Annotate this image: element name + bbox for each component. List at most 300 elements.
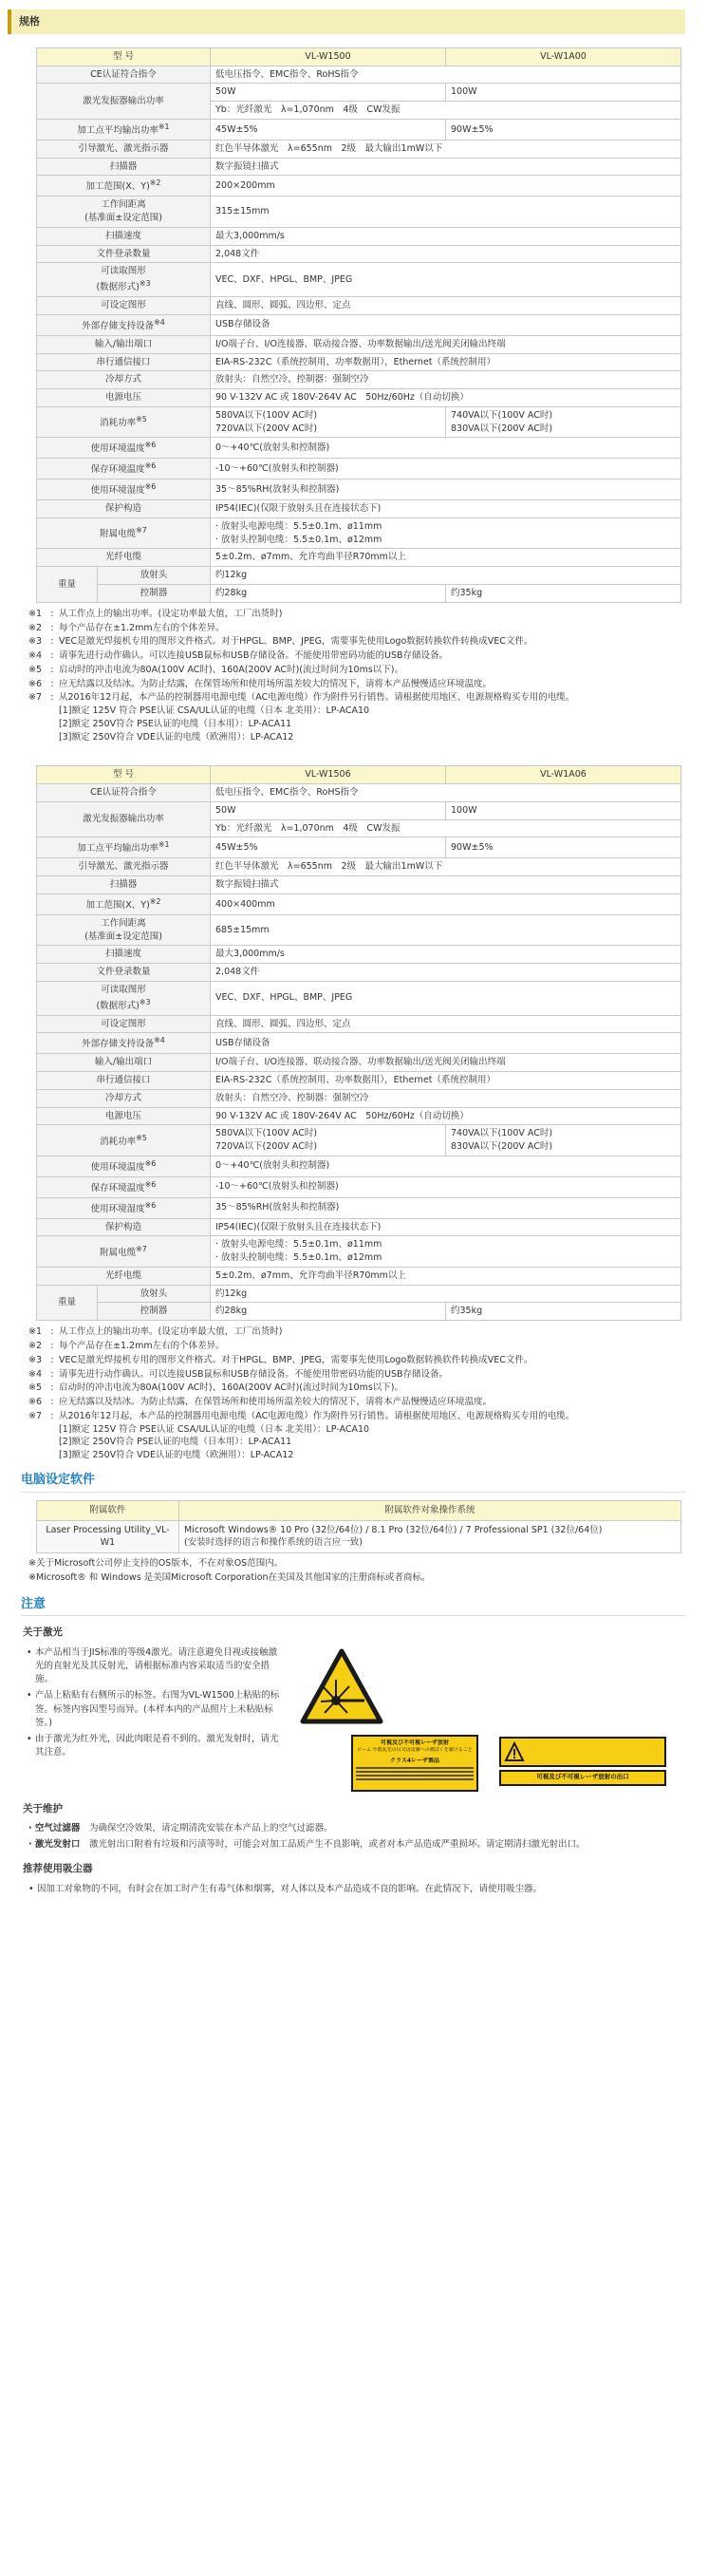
list-item: • 因加工对象物的不同，有时会在加工时产生有毒气体和烟雾，对人体以及本产品造成不良的影响。在此情况下，请使用吸尘器。	[28, 1883, 683, 1896]
spec-table-2	[36, 765, 681, 1321]
cell-value: 直线、圆形、圆弧、四边形、定点	[211, 1015, 681, 1033]
row-label	[37, 459, 211, 479]
cable-option: [2]额定 250V符合 PSE认证的电缆（日本用）：LP-ACA11	[59, 718, 292, 729]
laser-warning-icon	[300, 1648, 383, 1724]
label-text: 保存环境温度	[90, 1182, 145, 1194]
table-row	[37, 1267, 681, 1285]
cable-option: [1]额定 125V 符合 PSE认证 CSA/UL认证的电缆（日本 北美用）：LP-ACA10	[59, 1423, 370, 1435]
row-label: 引导激光、激光指示器	[37, 140, 211, 158]
row-label: 串行通信接口	[37, 1072, 211, 1090]
cell-value: 50W	[211, 84, 446, 102]
table-row	[37, 47, 681, 66]
footnote-text	[59, 691, 683, 743]
cell-value: 放射头：自然空冷、控制器：强制空冷	[211, 1089, 681, 1107]
cell-value: VEC、DXF、HPGL、BMP、JPEG	[211, 981, 681, 1015]
label-line: (基准面±设定范围)	[84, 931, 162, 942]
table-row	[37, 1520, 681, 1553]
table-row	[37, 876, 681, 894]
cell-value: 50W	[211, 801, 446, 819]
laser-class-label	[351, 1735, 478, 1792]
footnote: ※7 : 从2016年12月起，本产品的控制器用电源电缆（AC电源电缆）作为附件另行销售。请根据使用地区、电源规格购买专用的电缆。 [1]额定 125V 符合 PSE认证 CSA/UL认证的电缆（日本 北美用）：LP-ACA10 [2]额定 250V符合 PSE认证的电缆（日本用）：LP-ACA11 [3]额定 250V符合 VDE认证的电缆（欧洲用）：LP-ACA12	[28, 1410, 683, 1462]
list-item: • 产品上粘贴有右侧所示的标签。右图为VL-W1500上粘贴的标签。标签内容因型号而异。(本样本内的产品照片上未粘贴标签。)	[27, 1689, 281, 1730]
footnote-mark: ※5	[28, 664, 43, 675]
column-header: 附属软件对象操作系统	[179, 1500, 681, 1520]
label-line	[42, 278, 205, 294]
model-header-label: 型 号	[37, 766, 211, 784]
row-label: 输入/输出端口	[37, 335, 211, 353]
note-mark: ※6	[144, 1158, 157, 1168]
table-row	[37, 1125, 681, 1156]
row-label: 可设定图形	[37, 297, 211, 315]
row-label	[37, 176, 211, 197]
label-text: 消耗功率	[100, 418, 137, 429]
trademark-note: ※Microsoft® 和 Windows 是美国Microsoft Corporation在美国及其他国家的注册商标或者商标。	[28, 1571, 431, 1583]
footnote-mark: ※6	[28, 678, 43, 689]
model-name-2: VL-W1A00	[446, 47, 681, 66]
table-row	[37, 784, 681, 802]
label-text: 消耗功率	[100, 1136, 137, 1147]
row-label	[37, 893, 211, 914]
label-title: 可視及び不可視レーザ放射	[380, 1739, 449, 1746]
maintenance-item	[28, 1822, 693, 1835]
cell-value: 低电压指令、EMC指令、RoHS指令	[211, 66, 681, 84]
cell-value	[211, 406, 446, 438]
cell-value: 5±0.2m、ø7mm、允许弯曲半径R70mm以上	[211, 549, 681, 567]
cell-value: 5±0.2m、ø7mm、允许弯曲半径R70mm以上	[211, 1267, 681, 1285]
value-line: 830VA以下(200V AC时)	[451, 1141, 553, 1153]
software-table	[36, 1500, 681, 1553]
cell-value: 约28kg	[211, 585, 446, 603]
note-mark: ※1	[158, 122, 170, 131]
cell-value: -10～+60℃(放射头和控制器)	[211, 459, 681, 479]
note-mark: ※6	[144, 1179, 157, 1189]
footnote-mark: ※2	[28, 1341, 43, 1352]
footnote: ※4 : 请事先进行动作确认。可以连接USB鼠标和USB存储设备。不能使用带密码功能的USB存储设备。	[28, 649, 683, 663]
os-note: (安装时选择的语言和操作系统的语言应一致)	[184, 1537, 363, 1549]
footnote: ※3 : VEC是激光焊接机专用的图形文件格式。对于HPGL、BMP、JPEG，需要事先使用Logo数据转换软件转换成VEC文件。	[28, 1354, 683, 1367]
list-item: • 本产品相当于JIS标准的等级4激光。请注意避免目视或接触激光的直射光及其反射光，请根据标准内容采取适当的安全措施。	[27, 1646, 281, 1687]
footnote: ※1 : 从工作点上的输出功率。(设定功率最大值，工厂出货时)	[28, 608, 683, 621]
table-row	[37, 1072, 681, 1090]
cable-option: [1]额定 125V 符合 PSE认证 CSA/UL认证的电缆（日本 北美用）：LP-ACA10	[59, 705, 370, 717]
laser-info-label	[499, 1737, 666, 1767]
footnote-text: 启动时的冲击电流为80A(100V AC时)、160A(200V AC时)(流过时间为10ms以下)。	[59, 1382, 403, 1394]
value-line: · 放射头控制电缆：5.5±0.1m、ø12mm	[215, 534, 382, 545]
cell-value: 90 V-132V AC 或 180V-264V AC 50Hz/60Hz（自动切换）	[211, 1107, 681, 1125]
row-label: 文件登录数量	[37, 245, 211, 263]
cell-value: 2,048文件	[211, 964, 681, 982]
footnote-text: VEC是激光焊接机专用的图形文件格式。对于HPGL、BMP、JPEG，需要事先使用Logo数据转换软件转换成VEC文件。	[59, 636, 533, 648]
row-label	[37, 120, 211, 141]
section-title: 规格	[8, 9, 685, 34]
table-row	[37, 120, 681, 141]
table-row	[37, 964, 681, 982]
model-name-1: VL-W1506	[211, 766, 446, 784]
value-line: 830VA以下(200V AC时)	[451, 423, 553, 434]
cell-value: 35～85%RH(放射头和控制器)	[211, 1197, 681, 1218]
cell-value	[211, 517, 681, 549]
table-row	[37, 914, 681, 946]
label-line: 工作间距离	[101, 917, 146, 929]
maintenance-term: · 激光发射口	[28, 1838, 89, 1852]
cell-value: 400×400mm	[211, 893, 681, 914]
table-row	[37, 1218, 681, 1236]
row-label: 重量	[37, 1285, 98, 1321]
model-header-label: 型 号	[37, 47, 211, 66]
cell-value: IP54(IEC)(仅限于放射头且在连接状态下)	[211, 1218, 681, 1236]
footnote: ※4 : 请事先进行动作确认。可以连接USB鼠标和USB存储设备。不能使用带密码功能的USB存储设备。	[28, 1368, 683, 1382]
note-mark: ※5	[136, 1133, 147, 1142]
footnote-text	[59, 1410, 683, 1462]
table-row	[37, 353, 681, 371]
value-line: 720VA以下(200V AC时)	[215, 1141, 318, 1153]
row-label: 保护构造	[37, 1218, 211, 1236]
label-line: ビーム や散乱光の目又は皮膚への被ばくを避けること	[357, 1747, 473, 1754]
footnote-text: 请事先进行动作确认。可以连接USB鼠标和USB存储设备。不能使用带密码功能的USB存储设备。	[59, 1368, 449, 1380]
cell-value: 最大3,000mm/s	[211, 227, 681, 245]
table-row	[37, 263, 681, 297]
row-sublabel: 放射头	[98, 567, 211, 585]
note-mark: ※4	[154, 317, 165, 327]
row-label: 冷却方式	[37, 371, 211, 389]
table-row	[37, 84, 681, 102]
value-line: 740VA以下(100V AC时)	[451, 409, 553, 421]
row-label: 电源电压	[37, 389, 211, 407]
table-row	[37, 297, 681, 315]
maintenance-item	[28, 1838, 693, 1852]
column-header: 附属软件	[37, 1500, 179, 1520]
value-line: · 放射头控制电缆：5.5±0.1m、ø12mm	[215, 1252, 382, 1264]
aperture-text: 可視及び不可視レーザ放射の出口	[536, 1772, 629, 1780]
cell-value: 约12kg	[211, 567, 681, 585]
row-label	[37, 1176, 211, 1197]
row-label: 电源电压	[37, 1107, 211, 1125]
cell-value: 约12kg	[211, 1285, 681, 1303]
row-label	[37, 1156, 211, 1176]
table-row	[37, 1033, 681, 1054]
cell-value: EIA-RS-232C（系统控制用、功率数据用），Ethernet（系统控制用）	[211, 353, 681, 371]
cell-value	[446, 1125, 681, 1156]
label-line: 可读取图形	[101, 984, 146, 995]
cell-value: 315±15mm	[211, 197, 681, 228]
row-label	[37, 1236, 211, 1268]
software-os	[179, 1520, 681, 1553]
cell-value: 90 V-132V AC 或 180V-264V AC 50Hz/60Hz（自动切换）	[211, 389, 681, 407]
note-mark: ※6	[144, 461, 157, 471]
footnote-mark: ※6	[28, 1397, 43, 1408]
table-row	[37, 1015, 681, 1033]
footnote: ※6 : 应无结露以及结冰。为防止结露，在保管场所和使用场所温差较大的情况下，请将本产品慢慢适应环境温度。	[28, 678, 683, 691]
footnote-body: 从2016年12月起，本产品的控制器用电源电缆（AC电源电缆）作为附件另行销售。请根据使用地区、电源规格购买专用的电缆。	[59, 1410, 575, 1421]
note-mark: ※3	[139, 997, 151, 1006]
footnote: ※5 : 启动时的冲击电流为80A(100V AC时)、160A(200V AC时)(流过时间为10ms以下)。	[28, 1382, 683, 1395]
row-label: 扫描速度	[37, 227, 211, 245]
table-row	[37, 227, 681, 245]
table-row	[37, 1500, 681, 1520]
cell-value: 100W	[446, 84, 681, 102]
cell-value: Yb：光纤激光 λ=1,070nm 4级 CW发振	[211, 102, 681, 120]
note-mark: ※2	[149, 896, 161, 906]
table-row	[37, 549, 681, 567]
cell-value: VEC、DXF、HPGL、BMP、JPEG	[211, 263, 681, 297]
cell-value: 2,048文件	[211, 245, 681, 263]
cable-option: [3]额定 250V符合 VDE认证的电缆（欧洲用）：LP-ACA12	[59, 731, 294, 743]
table-row	[37, 981, 681, 1015]
note-mark: ※7	[136, 1244, 147, 1253]
footnote: ※2 : 每个产品存在±1.2mm左右的个体差异。	[28, 622, 683, 635]
footnote-mark: ※5	[28, 1382, 43, 1394]
cell-value	[211, 1125, 446, 1156]
laser-labels-image	[281, 1646, 687, 1789]
row-label	[37, 981, 211, 1015]
label-text: 使用环境温度	[90, 443, 145, 455]
cell-value: 直线、圆形、圆弧、四边形、定点	[211, 297, 681, 315]
table-row	[37, 1236, 681, 1268]
note-mark: ※6	[144, 441, 157, 450]
label-line: 可读取图形	[101, 266, 146, 277]
label-text: 使用环境湿度	[90, 485, 145, 497]
row-label	[37, 1125, 211, 1156]
row-label: 激光发振器输出功率	[37, 801, 211, 837]
footnote-mark: ※1	[28, 1326, 43, 1338]
table-row	[37, 946, 681, 964]
software-footnote: ※关于Microsoft公司停止支持的OS版本，不在对象OS范围内。	[28, 1558, 284, 1570]
row-label: 输入/输出端口	[37, 1054, 211, 1072]
row-label: 保护构造	[37, 500, 211, 518]
cell-value	[211, 1236, 681, 1268]
maintenance-desc: 激光射出口附着有垃圾和污渍等时，可能会对加工品质产生不良影响，或者对本产品造成严重损坏。请定期清扫激光射出口。	[89, 1838, 586, 1850]
note-mark: ※6	[144, 1200, 157, 1210]
table-row	[37, 766, 681, 784]
cell-value: 35～85%RH(放射头和控制器)	[211, 479, 681, 500]
footnote-text: 从工作点上的输出功率。(设定功率最大值，工厂出货时)	[59, 608, 283, 619]
table-row	[37, 459, 681, 479]
cell-value: EIA-RS-232C（系统控制用、功率数据用），Ethernet（系统控制用）	[211, 1072, 681, 1090]
table-row	[37, 245, 681, 263]
value-line: 720VA以下(200V AC时)	[215, 423, 318, 434]
row-label	[37, 1033, 211, 1054]
value-line: 580VA以下(100V AC时)	[215, 1128, 318, 1139]
table-row	[37, 1303, 681, 1321]
label-text: (数据形式)	[96, 1000, 140, 1011]
footnote-text: 每个产品存在±1.2mm左右的个体差异。	[59, 622, 225, 633]
table-row	[37, 1054, 681, 1072]
row-label	[37, 837, 211, 858]
cell-value: 685±15mm	[211, 914, 681, 946]
label-text: 加工点平均输出功率	[77, 843, 158, 855]
label-text: 加工范围(X、Y)	[85, 181, 150, 193]
row-label	[37, 263, 211, 297]
table-row	[37, 1107, 681, 1125]
row-label	[37, 406, 211, 438]
table-row	[37, 438, 681, 459]
cable-option: [3]额定 250V符合 VDE认证的电缆（欧洲用）：LP-ACA12	[59, 1450, 294, 1461]
label-text: 外部存储支持设备	[82, 321, 155, 332]
cell-value: 约28kg	[211, 1303, 446, 1321]
row-label: 扫描速度	[37, 946, 211, 964]
cell-value: USB存储设备	[211, 314, 681, 335]
cell-value: 红色半导体激光 λ=655nm 2级 最大输出1mW以下	[211, 858, 681, 876]
row-label: 冷却方式	[37, 1089, 211, 1107]
maintenance-term: · 空气过滤器	[28, 1822, 89, 1835]
note-mark: ※6	[144, 482, 157, 492]
footnotes-1	[28, 608, 683, 744]
footnote-text: 启动时的冲击电流为80A(100V AC时)、160A(200V AC时)(流过时间为10ms以下)。	[59, 664, 403, 675]
footnote: ※2 : 每个产品存在±1.2mm左右的个体差异。	[28, 1340, 683, 1353]
label-text: 加工范围(X、Y)	[85, 900, 150, 912]
footnote: ※5 : 启动时的冲击电流为80A(100V AC时)、160A(200V AC时)(流过时间为10ms以下)。	[28, 664, 683, 677]
table-row	[37, 567, 681, 585]
footnote-text: 请事先进行动作确认。可以连接USB鼠标和USB存储设备。不能使用带密码功能的USB存储设备。	[59, 650, 449, 662]
row-label: CE认证符合指令	[37, 66, 211, 84]
laser-section	[23, 1646, 687, 1789]
table-row	[37, 1156, 681, 1176]
row-sublabel: 放射头	[98, 1285, 211, 1303]
footnote: ※1 : 从工作点上的输出功率。(设定功率最大值，工厂出货时)	[28, 1326, 683, 1339]
row-label	[37, 314, 211, 335]
cell-value: 红色半导体激光 λ=655nm 2级 最大输出1mW以下	[211, 140, 681, 158]
row-label: 文件登录数量	[37, 964, 211, 982]
cell-value: I/O端子台、I/O连接器、联动接合器、功率数据输出/送光阀关闭输出终端	[211, 1054, 681, 1072]
cell-value: 45W±5%	[211, 120, 446, 141]
footnotes-2	[28, 1326, 683, 1462]
table-row	[37, 893, 681, 914]
software-name: Laser Processing Utility_VL-W1	[37, 1520, 179, 1553]
cell-value: USB存储设备	[211, 1033, 681, 1054]
table-row	[37, 517, 681, 549]
caution-heading: 注意	[21, 1596, 685, 1617]
cell-value: 100W	[446, 801, 681, 819]
maintenance-desc: 为确保空冷效果，请定期清洗安装在本产品上的空气过滤器。	[89, 1822, 333, 1833]
label-line	[42, 997, 205, 1013]
table-row	[37, 585, 681, 603]
table-row	[37, 371, 681, 389]
footnote-text: 应无结露以及结冰。为防止结露，在保管场所和使用场所温差较大的情况下，请将本产品慢慢适应环境温度。	[59, 1397, 493, 1408]
cell-value: IP54(IEC)(仅限于放射头且在连接状态下)	[211, 500, 681, 518]
cell-value: Yb：光纤激光 λ=1,070nm 4级 CW发振	[211, 819, 681, 837]
row-label: 扫描器	[37, 876, 211, 894]
cell-value: 数字振镜扫描式	[211, 876, 681, 894]
table-row	[37, 176, 681, 197]
footnote-text: VEC是激光焊接机专用的图形文件格式。对于HPGL、BMP、JPEG，需要事先使用Logo数据转换软件转换成VEC文件。	[59, 1354, 533, 1365]
row-label	[37, 1197, 211, 1218]
footnote-text: 从工作点上的输出功率。(设定功率最大值，工厂出货时)	[59, 1326, 283, 1338]
row-label	[37, 438, 211, 459]
model-name-2: VL-W1A06	[446, 766, 681, 784]
table-row	[37, 1089, 681, 1107]
cell-value: -10～+60℃(放射头和控制器)	[211, 1176, 681, 1197]
value-line: 580VA以下(100V AC时)	[215, 409, 318, 421]
laser-aperture-label	[499, 1770, 666, 1786]
note-mark: ※3	[139, 279, 151, 289]
row-sublabel: 控制器	[98, 1303, 211, 1321]
footnote-mark: ※1	[28, 608, 43, 619]
caution-icon	[504, 1741, 525, 1762]
os-list: Microsoft Windows® 10 Pro (32位/64位) / 8.1 Pro (32位/64位) / 7 Professional SP1 (32位/64位)	[184, 1524, 603, 1535]
footnote-text: 每个产品存在±1.2mm左右的个体差异。	[59, 1341, 225, 1352]
table-row	[37, 479, 681, 500]
row-label: 光纤电缆	[37, 549, 211, 567]
note-mark: ※4	[154, 1036, 165, 1045]
cable-option: [2]额定 250V符合 PSE认证的电缆（日本用）：LP-ACA11	[59, 1437, 292, 1448]
cell-value: 最大3,000mm/s	[211, 946, 681, 964]
laser-notes	[23, 1646, 281, 1789]
row-label	[37, 197, 211, 228]
row-label: 重量	[37, 567, 98, 603]
table-row	[37, 837, 681, 858]
cell-value: 数字振镜扫描式	[211, 158, 681, 176]
label-text: 保存环境温度	[90, 464, 145, 476]
footnote-body: 从2016年12月起，本产品的控制器用电源电缆（AC电源电缆）作为附件另行销售。请根据使用地区、电源规格购买专用的电缆。	[59, 692, 575, 704]
footnote-mark: ※2	[28, 622, 43, 633]
note-mark: ※5	[136, 415, 147, 424]
table-row	[37, 335, 681, 353]
table-row	[37, 801, 681, 819]
spec-table-1	[36, 47, 681, 603]
label-text: (数据形式)	[96, 282, 140, 293]
model-name-1: VL-W1500	[211, 47, 446, 66]
table-row	[37, 1285, 681, 1303]
label-text: 附属电缆	[100, 1247, 137, 1258]
row-label: CE认证符合指令	[37, 784, 211, 802]
table-row	[37, 314, 681, 335]
row-label: 扫描器	[37, 158, 211, 176]
table-row	[37, 858, 681, 876]
list-item: • 由于激光为红外光，因此肉眼是看不到的。激光发射时，请尤其注意。	[27, 1733, 281, 1760]
label-text: 外部存储支持设备	[82, 1039, 155, 1050]
value-line: · 放射头电源电缆：5.5±0.1m、ø11mm	[215, 520, 382, 532]
label-text: 附属电缆	[100, 529, 137, 540]
footnote-text: 应无结露以及结冰。为防止结露，在保管场所和使用场所温差较大的情况下，请将本产品慢慢适应环境温度。	[59, 678, 493, 689]
cell-value: 放射头：自然空冷、控制器：强制空冷	[211, 371, 681, 389]
label-text: 使用环境温度	[90, 1162, 145, 1174]
table-row	[37, 500, 681, 518]
cell-value: 45W±5%	[211, 837, 446, 858]
footnote-mark: ※7	[28, 692, 43, 704]
software-heading: 电脑设定软件	[21, 1472, 685, 1493]
row-label: 串行通信接口	[37, 353, 211, 371]
note-mark: ※1	[158, 840, 170, 850]
cell-value: 约35kg	[446, 585, 681, 603]
footnote-mark: ※3	[28, 636, 43, 648]
label-line: (基准面±设定范围)	[84, 213, 162, 224]
cell-value: 约35kg	[446, 1303, 681, 1321]
cell-value: 200×200mm	[211, 176, 681, 197]
cell-value: 低电压指令、EMC指令、RoHS指令	[211, 784, 681, 802]
row-label: 激光发振器输出功率	[37, 84, 211, 120]
laser-subheading: 关于激光	[23, 1626, 63, 1639]
row-label	[37, 479, 211, 500]
table-row	[37, 197, 681, 228]
table-row	[37, 1176, 681, 1197]
label-text: 使用环境湿度	[90, 1203, 145, 1214]
note-mark: ※7	[136, 526, 147, 536]
footnote: ※6 : 应无结露以及结冰。为防止结露，在保管场所和使用场所温差较大的情况下，请将本产品慢慢适应环境温度。	[28, 1396, 683, 1409]
footnote: ※3 : VEC是激光焊接机专用的图形文件格式。对于HPGL、BMP、JPEG，需要事先使用Logo数据转换软件转换成VEC文件。	[28, 635, 683, 649]
label-line: 工作间距离	[101, 199, 146, 211]
row-label	[37, 914, 211, 946]
cell-value: 90W±5%	[446, 837, 681, 858]
row-label	[37, 517, 211, 549]
table-row	[37, 406, 681, 438]
cell-value	[446, 406, 681, 438]
cell-value: 0～+40℃(放射头和控制器)	[211, 438, 681, 459]
cell-value: 0～+40℃(放射头和控制器)	[211, 1156, 681, 1176]
table-row	[37, 66, 681, 84]
label-text: 加工点平均输出功率	[77, 125, 158, 137]
footnote-mark: ※4	[28, 1368, 43, 1380]
row-sublabel: 控制器	[98, 585, 211, 603]
